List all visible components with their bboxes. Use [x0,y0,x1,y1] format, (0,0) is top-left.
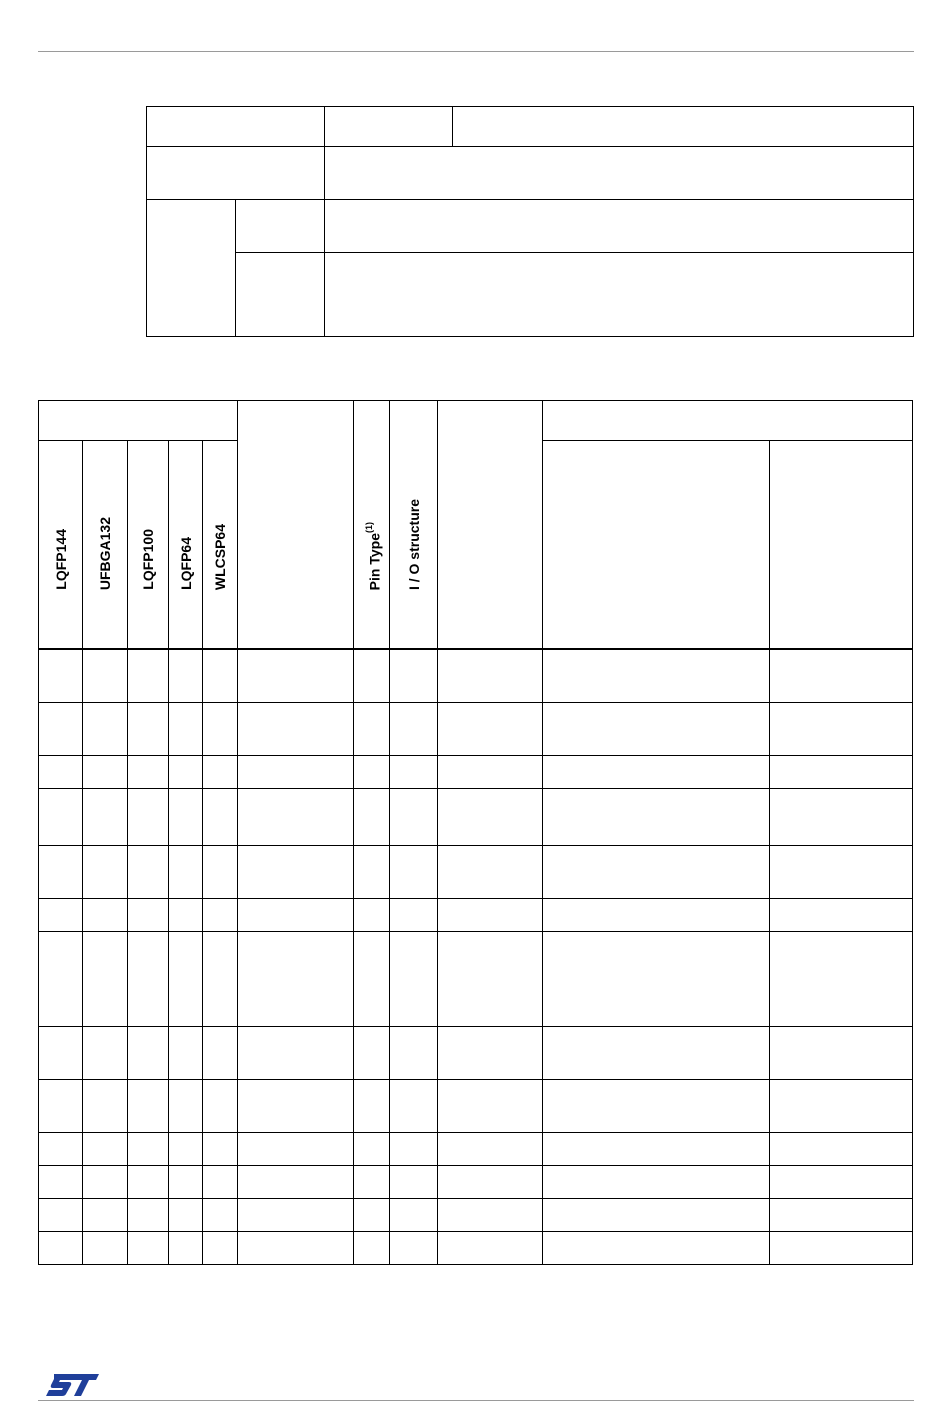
table-row [39,788,913,845]
table-cell [169,649,203,702]
table-cell [543,755,770,788]
table-cell [83,1231,128,1264]
table-cell [438,1198,543,1231]
table-cell [203,898,238,931]
table-cell [770,1198,913,1231]
legend-cell [147,200,236,337]
table-cell [203,755,238,788]
table-cell [169,931,203,1026]
table-cell [83,1132,128,1165]
table-cell [543,1231,770,1264]
table-cell [543,898,770,931]
table-cell [203,1026,238,1079]
pin-type-header: Pin Type$^{(1)}$ [354,401,390,650]
table-cell [438,931,543,1026]
table-cell [770,898,913,931]
table-cell [39,1132,83,1165]
col-lqfp100: LQFP100 [128,441,169,650]
table-row [39,1079,913,1132]
table-cell [203,788,238,845]
table-cell [128,1079,169,1132]
col-wlcsp64: WLCSP64 [203,441,238,650]
table-cell [169,1132,203,1165]
legend-cell [453,107,914,147]
table-cell [390,898,438,931]
table-row [39,1198,913,1231]
legend-cell [236,200,325,253]
table-cell [128,1231,169,1264]
table-cell [238,702,354,755]
table-cell [39,755,83,788]
table-row [39,649,913,702]
table-cell [390,1198,438,1231]
table-cell [39,1079,83,1132]
table-row [39,1026,913,1079]
table-cell [390,845,438,898]
table-cell [438,649,543,702]
table-cell [238,1165,354,1198]
table-cell [169,898,203,931]
table-cell [169,845,203,898]
table-cell [354,1231,390,1264]
table-cell [354,649,390,702]
table-cell [83,755,128,788]
table-cell [390,702,438,755]
table-row [39,1165,913,1198]
table-cell [390,755,438,788]
legend-cell [325,200,914,253]
table-cell [83,898,128,931]
table-cell [83,1165,128,1198]
table-cell [238,1026,354,1079]
table-cell [770,1026,913,1079]
table-cell [39,788,83,845]
table-cell [543,1198,770,1231]
table-cell [83,649,128,702]
table-cell [438,702,543,755]
table-cell [83,845,128,898]
table-cell [83,1198,128,1231]
table-cell [354,898,390,931]
table-cell [238,845,354,898]
table-cell [203,649,238,702]
table-cell [83,1079,128,1132]
st-logo-icon [44,1370,100,1400]
table-cell [543,788,770,845]
table-cell [39,1026,83,1079]
table-row [39,931,913,1026]
table-cell [438,898,543,931]
table-cell [203,1231,238,1264]
table-cell [438,755,543,788]
table-cell [39,1198,83,1231]
alternate-functions-header [543,441,770,650]
table-row [39,1132,913,1165]
table-cell [238,788,354,845]
table-cell [770,1231,913,1264]
table-cell [39,898,83,931]
table-cell [128,788,169,845]
table-cell [238,898,354,931]
table-cell [770,649,913,702]
legend-cell [325,107,453,147]
table-cell [39,845,83,898]
table-cell [390,649,438,702]
table-cell [354,1198,390,1231]
table-cell [543,1165,770,1198]
pin-definition-table [38,400,913,1265]
table-cell [543,1079,770,1132]
table-cell [770,931,913,1026]
table-cell [354,1079,390,1132]
table-cell [354,755,390,788]
table-cell [770,788,913,845]
io-structure-header: I / O structure [390,401,438,650]
legend-cell [147,147,325,200]
table-cell [128,1198,169,1231]
table-cell [238,649,354,702]
table-cell [169,1231,203,1264]
table-cell [238,1231,354,1264]
table-cell [169,1198,203,1231]
table-cell [203,1079,238,1132]
footer-rule [38,1400,914,1401]
table-cell [39,649,83,702]
table-cell [438,788,543,845]
table-cell [169,702,203,755]
table-cell [238,931,354,1026]
legend-cell [325,147,914,200]
table-cell [203,845,238,898]
table-cell [354,702,390,755]
table-cell [543,702,770,755]
table-cell [770,702,913,755]
col-lqfp64: LQFP64 [169,441,203,650]
legend-cell [325,253,914,337]
legend-table [146,106,914,337]
table-cell [83,702,128,755]
table-cell [238,1198,354,1231]
table-cell [390,1231,438,1264]
table-cell [770,755,913,788]
alternate-functions-group-header [543,401,913,441]
table-cell [390,1026,438,1079]
table-cell [83,788,128,845]
col-lqfp144: LQFP144 [39,441,83,650]
table-cell [770,845,913,898]
table-cell [438,1231,543,1264]
table-cell [390,788,438,845]
table-cell [169,1026,203,1079]
table-cell [128,702,169,755]
table-cell [39,1231,83,1264]
table-cell [390,1132,438,1165]
table-cell [169,788,203,845]
table-cell [83,931,128,1026]
table-cell [128,649,169,702]
table-cell [203,702,238,755]
legend-cell [147,107,325,147]
table-cell [354,1165,390,1198]
table-cell [128,898,169,931]
table-cell [438,1026,543,1079]
table-cell [128,1132,169,1165]
table-cell [169,1165,203,1198]
legend-cell [236,253,325,337]
table-cell [39,702,83,755]
notes-header [438,401,543,650]
table-cell [354,1026,390,1079]
package-group-header [39,401,238,441]
col-ufbga132: UFBGA132 [83,441,128,650]
table-cell [238,1079,354,1132]
table-cell [203,1198,238,1231]
table-cell [39,931,83,1026]
table-cell [543,649,770,702]
table-cell [203,931,238,1026]
table-cell [770,1079,913,1132]
table-cell [169,755,203,788]
table-cell [354,1132,390,1165]
table-cell [128,1026,169,1079]
table-cell [238,755,354,788]
table-cell [543,1132,770,1165]
table-cell [543,845,770,898]
table-cell [543,1026,770,1079]
table-row [39,845,913,898]
table-cell [203,1132,238,1165]
table-cell [169,1079,203,1132]
pin-name-header [238,401,354,650]
table-row [39,755,913,788]
table-cell [238,1132,354,1165]
table-cell [128,845,169,898]
table-cell [390,1165,438,1198]
table-cell [390,1079,438,1132]
additional-functions-header [770,441,913,650]
table-cell [354,788,390,845]
table-cell [438,1165,543,1198]
table-cell [770,1132,913,1165]
table-row [39,702,913,755]
table-cell [128,931,169,1026]
table-cell [543,931,770,1026]
table-cell [128,755,169,788]
header-rule [38,51,914,52]
table-cell [354,845,390,898]
table-cell [354,931,390,1026]
table-cell [438,845,543,898]
table-cell [438,1132,543,1165]
table-cell [770,1165,913,1198]
table-cell [39,1165,83,1198]
table-cell [438,1079,543,1132]
table-cell [390,931,438,1026]
table-row [39,1231,913,1264]
table-cell [203,1165,238,1198]
table-cell [83,1026,128,1079]
table-row [39,898,913,931]
table-cell [128,1165,169,1198]
